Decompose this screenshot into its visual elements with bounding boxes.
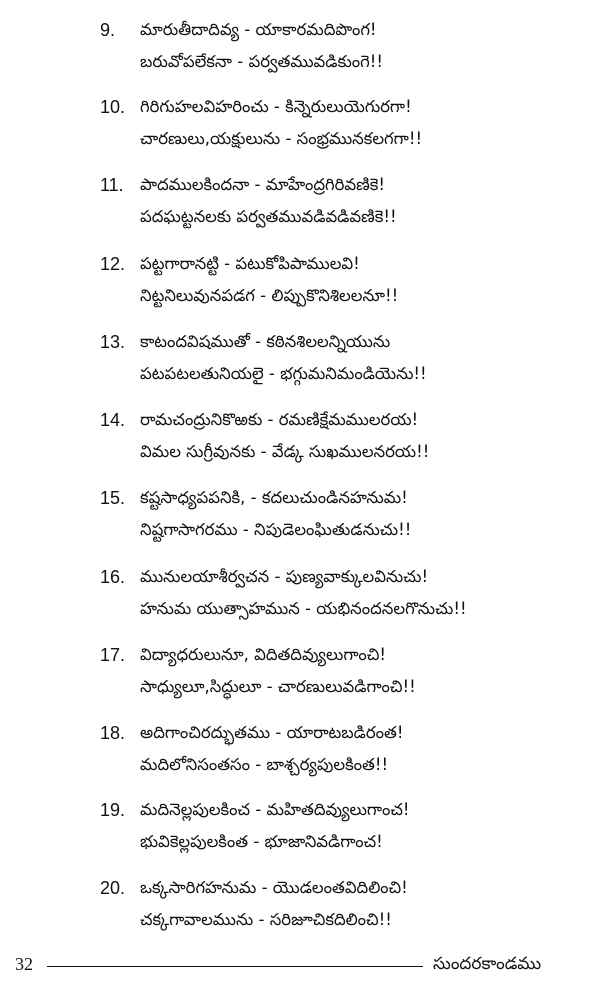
verse-line-1: పట్టగారానట్టి - పటుకోపిపాములవి! — [140, 254, 360, 273]
verse-line-1: రామచంద్రునికొఱకు - రమణిక్షేమములరయ! — [140, 410, 419, 429]
verse-number: 12. — [100, 254, 126, 274]
verse-line-2: మదిలోనిసంతసం - బాశ్చర్యపులకింత!! — [140, 755, 389, 774]
verse — [0, 567, 600, 657]
verse-line-2: నిష్టగాసాగరము - నిపుడెలంఘితుడనుచు!! — [140, 520, 412, 539]
verse-line-1: మారుతీదాదివ్య - యాకారమదిపొంగ! — [140, 20, 377, 39]
verse-line-1: మదినెల్లపులకించ - మహితదివ్యులుగాంచ! — [140, 800, 410, 819]
verse-line-2: హనుమ యుత్సాహమున - యభినందనలగొనుచు!! — [140, 599, 467, 618]
verse — [0, 175, 600, 265]
verse-line-1: అదిగాంచిరద్భుతము - యారాటబడిరంత! — [140, 723, 404, 742]
verse-number: 20. — [100, 878, 126, 898]
verse-number: 19. — [100, 800, 126, 820]
verse — [0, 800, 600, 890]
verse — [0, 488, 600, 578]
verse — [0, 97, 600, 187]
verse-number: 14. — [100, 410, 126, 430]
verse-line-1: కష్టసాధ్యపపనికి, - కదలుచుండినహనుమ! — [140, 488, 408, 507]
verse-line-1: ఒక్కసారిగహనుమ - యొడలంతవిదిలించి! — [140, 878, 408, 897]
verse — [0, 332, 600, 422]
verse-line-1: పాదములకిందనా - మాహేంద్రగిరివణికె! — [140, 175, 385, 194]
verse-line-1: గిరిగుహలవిహరించు - కిన్నెరులుయెగురగా! — [140, 97, 412, 116]
verse-line-1: విద్యాధరులునూ, విదితదివ్యులుగాంచి! — [140, 645, 387, 664]
verse-number: 17. — [100, 645, 126, 665]
verse-number: 16. — [100, 567, 126, 587]
verse — [0, 645, 600, 735]
footer-rule — [47, 966, 423, 967]
verse-line-2: పదఘట్టనలకు పర్వతమువడివడివణికె!! — [140, 207, 397, 226]
verse-line-2: చారణులు,యక్షులును - సంభ్రమునకలగగా!! — [140, 129, 423, 148]
verse-number: 15. — [100, 488, 126, 508]
verse-line-2: విమల సుగ్రీవునకు - వేడ్క సుఖములనరయ!! — [140, 442, 430, 461]
verse-line-2: భువికెల్లపులకింత - భూజానివడిగాంచ! — [140, 832, 383, 851]
verse-line-1: కాటందవిషముతో - కఠినశిలలన్నియును — [140, 332, 391, 351]
verse-number: 18. — [100, 723, 126, 743]
verse-line-2: బరువోపలేకనా - పర్వతమువడికుంగె!! — [140, 52, 384, 71]
verse-number: 9. — [100, 20, 116, 40]
verse-line-2: సాధ్యులూ,సిద్ధులూ - చారణులువడిగాంచి!! — [140, 677, 416, 696]
verse — [0, 410, 600, 500]
verse-line-1: మునులయాశీర్వచన - పుణ్యవాక్కులవినుచు! — [140, 567, 429, 586]
verse — [0, 254, 600, 344]
verse-line-2: చక్కగావాలమును - సరిజూచికదిలించి!! — [140, 910, 392, 929]
verse-number: 10. — [100, 97, 126, 117]
page-footer — [0, 948, 600, 988]
book-title: సుందరకాండము — [433, 954, 542, 974]
verse-number: 11. — [100, 175, 124, 195]
page-number: 32 — [15, 954, 33, 974]
verse-line-2: పటపటలతునియలై - భగ్గుమనిమండియెను!! — [140, 364, 427, 383]
verse-line-2: నిట్టనిలువునపడగ - లిప్పుకొనిశిలలనూ!! — [140, 286, 399, 305]
verse-number: 13. — [100, 332, 126, 352]
